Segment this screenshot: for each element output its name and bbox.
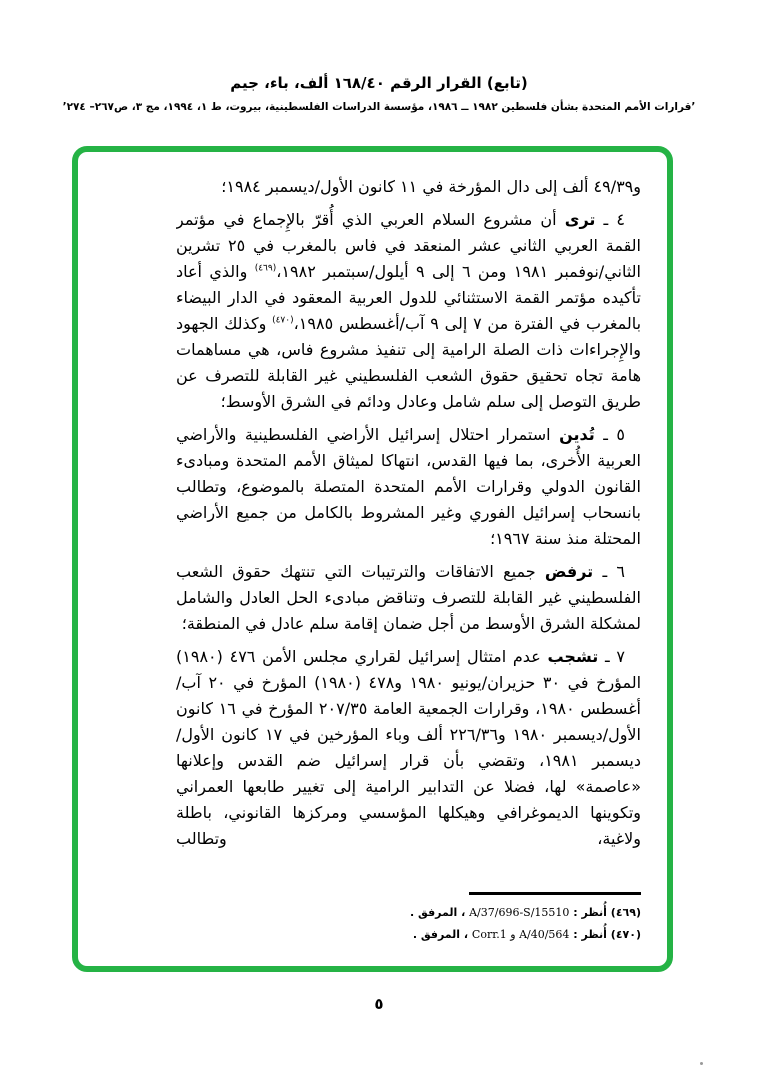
paragraph-5-text: استمرار احتلال إسرائيل الأراضي الفلسطينية والأراضي العربية الأُخرى، بما فيها القدس، انتهاكا لميثاق الأمم المتحدة ومبادىء القانون الدولي وقرارات الأمم المتحدة المتصلة بالموضوع، وتطالب بانسحاب إسرائيل الفوري وغير المشروط بالكامل من جميع الأراضي المحتلة منذ سنة ١٩٦٧؛ bbox=[176, 425, 641, 548]
footnote-area bbox=[176, 892, 641, 946]
source-citation: ’قرارات الأمم المتحدة بشأن فلسطين ١٩٨٢ ــ ١٩٨٦، مؤسسة الدراسات الفلسطينية، بيروت، ط ١، ١٩٩٤، مج ٣، ص٢٦٧– ٢٧٤’ bbox=[62, 101, 696, 113]
paragraph-5-number: ٥ ـ bbox=[594, 425, 626, 444]
footnote-divider bbox=[469, 892, 641, 895]
paragraph-4-text-2: والذي أعاد تأكيده مؤتمر القمة الاستثنائي للدول العربية المعقود في الدار البيضاء بالمغرب في الفترة من ٧ إلى ٩ آب/أغسطس ١٩٨٥، bbox=[176, 262, 641, 333]
page-header bbox=[0, 74, 758, 113]
resolution-title: (تابع) القرار الرقم ١٦٨/٤٠ ألف، باء، جيم bbox=[230, 74, 528, 92]
footnote-470-label: أُنظر : bbox=[569, 928, 611, 941]
paragraph-7-lead-word: تشجب bbox=[547, 647, 599, 666]
footnote-ref-469: (٤٦٩) bbox=[254, 263, 277, 274]
page-number: ٥ bbox=[374, 995, 384, 1013]
footnote-470-doc-symbol: A/40/564 و Corr.1 bbox=[471, 928, 570, 941]
paragraph-6-number: ٦ ـ bbox=[593, 562, 626, 581]
paragraph-6-lead-word: ترفض bbox=[544, 562, 594, 581]
footnote-469-label: أُنظر : bbox=[569, 906, 611, 919]
footnote-470 bbox=[176, 924, 641, 946]
paragraph-7-number: ٧ ـ bbox=[598, 647, 625, 666]
paragraph-5-lead-word: تُدين bbox=[559, 425, 595, 444]
footnote-470-marker: (٤٧٠) bbox=[610, 928, 641, 941]
paragraph-7 bbox=[176, 644, 641, 852]
footnote-469 bbox=[176, 902, 641, 924]
paragraph-continuation: و٤٩/٣٩ ألف إلى دال المؤرخة في ١١ كانون الأول/ديسمبر ١٩٨٤؛ bbox=[221, 177, 641, 196]
footnote-469-doc-symbol: A/37/696-S/15510 bbox=[469, 906, 570, 919]
paragraph-6-text: جميع الاتفاقات والترتيبات التي تنتهك حقوق الشعب الفلسطيني غير القابلة للتصرف وتناقض مبادىء الحل العادل والشامل لمشكلة الشرق الأوسط من أجل ضمان إقامة سلم عادل في المنطقة؛ bbox=[176, 562, 641, 633]
paragraph-6 bbox=[176, 559, 641, 637]
footnote-ref-470: (٤٧٠) bbox=[272, 315, 294, 326]
paragraph-4-number: ٤ ـ bbox=[595, 210, 625, 229]
resolution-body bbox=[176, 174, 641, 862]
paragraph-4-lead-word: ترى bbox=[564, 210, 596, 229]
scan-artifact-dot bbox=[700, 1062, 703, 1065]
paragraph-4-text-1: أن مشروع السلام العربي الذي أُقرّ بالإِجماع في مؤتمر القمة العربي الثاني عشر المنعقد في فاس بالمغرب في ٢٥ تشرين الثاني/نوفمبر ١٩٨١ ومن ٦ إلى ٩ أيلول/سبتمبر ١٩٨٢، bbox=[176, 210, 641, 281]
footnote-469-marker: (٤٦٩) bbox=[610, 906, 641, 919]
paragraph-4-text-3: وكذلك الجهود والإِجراءات ذات الصلة الرامية إلى تنفيذ مشروع فاس، هي مساهمات هامة تجاه تحقيق حقوق الشعب الفلسطيني غير القابلة للتصرف عن طريق التوصل إلى سلم شامل وعادل ودائم في الشرق الأوسط؛ bbox=[176, 314, 641, 411]
paragraph-7-text: عدم امتثال إسرائيل لقراري مجلس الأمن ٤٧٦ (١٩٨٠) المؤرخ في ٣٠ حزيران/يونيو ١٩٨٠ و٤٧٨ (١٩٨٠) المؤرخ في ٢٠ آب/أغسطس ١٩٨٠، وقرارات الجمعية العامة ٢٠٧/٣٥ المؤرخ في ١٦ كانون الأول/ديسمبر ١٩٨٠ و٢٢٦/٣٦ ألف وباء المؤرخين في ١٧ كانون الأول/ديسمبر ١٩٨١، وتقضي بأن قرار إسرائيل ضم القدس وإعلانها «عاصمة» لها، فضلا عن التدابير الرامية إلى تغيير طابعها العمراني وتكوينها الديموغرافي وهيكلها المؤسسي ومركزها القانوني، باطلة ولاغية، وتطالب bbox=[176, 647, 641, 848]
paragraph-4 bbox=[176, 207, 641, 415]
paragraph-5 bbox=[176, 422, 641, 552]
green-highlight-box bbox=[72, 146, 673, 972]
footnote-470-tail: ، المرفق . bbox=[412, 928, 472, 941]
footnote-469-tail: ، المرفق . bbox=[410, 906, 470, 919]
